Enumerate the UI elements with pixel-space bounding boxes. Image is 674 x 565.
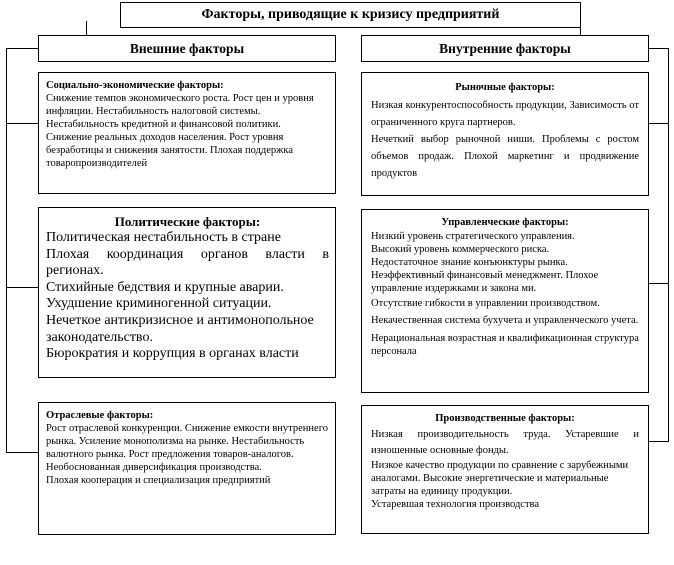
industry-factors-box <box>38 402 336 535</box>
connector-title-left <box>86 21 87 35</box>
production-factors-box <box>361 405 649 534</box>
bracket-left-top <box>6 48 38 49</box>
management-factors-text-3: Недостаточное знание конъюнктуры рынка. <box>371 257 568 268</box>
production-factors-text-1: Низкая производительность труда. Устаревшие и изношенные основные фонды. <box>371 429 639 456</box>
political-factors-text-6: Бюрократия и коррупция в органах власти <box>46 346 299 362</box>
external-factors-header: Внешние факторы <box>38 35 336 62</box>
production-factors-text-2: Низкое качество продукции по сравнение с зарубежными аналогами. Высокие энергетические и материальные затраты на единицу продукции. <box>371 460 629 497</box>
management-factors-text-4: Неэффективный финансовый менеджмент. Плохое управление издержками и закона ми. <box>371 270 599 294</box>
political-factors-text-5: Нечеткое антикризисное и антимонопольное законодательство. <box>46 312 314 345</box>
socio-economic-factors-box <box>38 72 336 194</box>
internal-factors-header: Внутренние факторы <box>361 35 649 62</box>
management-factors-text-6: Некачественная система бухучета и управленческого учета. <box>371 315 639 326</box>
socio-economic-factors-title: Социально-экономические факторы: <box>46 80 224 91</box>
bracket-left-arm-2 <box>6 287 38 288</box>
socio-economic-factors-text-1: Снижение темпов экономического роста. Рост цен и уровня инфляции. Нестабильность налоговой системы. Нестабильность кредитной и финансовой политики. <box>46 93 314 130</box>
diagram-title: Факторы, приводящие к кризису предприятий <box>120 2 581 28</box>
production-factors-text-3: Устаревшая технология производства <box>371 499 540 510</box>
bracket-left-vertical <box>6 48 7 452</box>
bracket-right-arm-1 <box>648 123 669 124</box>
industry-factors-text-2: Плохая кооперация и специализация предприятий <box>46 475 271 486</box>
management-factors-title: Управленческие факторы: <box>441 217 569 228</box>
market-factors-text-2: Нечеткий выбор рыночной ниши. Проблемы с ростом объемов продаж. Плохой маркетинг и продвижение продуктов <box>371 134 639 179</box>
bracket-right-arm-3 <box>648 441 669 442</box>
political-factors-text-2: Плохая координация органов власти в регионах. <box>46 246 329 279</box>
industry-factors-title: Отраслевые факторы: <box>46 410 154 421</box>
political-factors-box <box>38 207 336 378</box>
bracket-right-top <box>648 48 669 49</box>
management-factors-text-2: Высокий уровень коммерческого риска. <box>371 244 550 255</box>
political-factors-text-1: Политическая нестабильность в стране <box>46 230 281 245</box>
political-factors-text-3: Стихийные бедствия и крупные аварии. <box>46 279 284 295</box>
socio-economic-factors-text-2: Снижение реальных доходов населения. Рост уровня безработицы и снижения занятости. Плохая поддержка товаропроизводителей <box>46 132 294 169</box>
political-factors-title: Политические факторы: <box>114 214 261 229</box>
bracket-right-arm-2 <box>648 283 669 284</box>
market-factors-text-1: Низкая конкурентоспособность продукции, Зависимость от ограниченного круга партнеров. <box>371 100 639 128</box>
management-factors-box <box>361 209 649 393</box>
industry-factors-text-1: Рост отраслевой конкуренции. Снижение емкости внутреннего рынка. Усиление монополизма на рынке. Нестабильность валютного рынка. Рост предложения товаров-аналогов. Необоснованная диверсификация производства. <box>46 423 328 473</box>
market-factors-box <box>361 72 649 196</box>
management-factors-text-1: Низкий уровень стратегического управления. <box>371 231 575 242</box>
bracket-right-vertical <box>668 48 669 441</box>
management-factors-text-7: Нерациональная возрастная и квалификационная структура персонала <box>371 333 639 357</box>
management-factors-text-5: Отсутствие гибкости в управлении производством. <box>371 298 600 309</box>
political-factors-text-4: Ухудшение криминогенной ситуации. <box>46 296 272 312</box>
bracket-left-arm-1 <box>6 123 38 124</box>
bracket-left-arm-3 <box>6 452 38 453</box>
market-factors-title: Рыночные факторы: <box>455 82 555 93</box>
production-factors-title: Производственные факторы: <box>435 413 575 424</box>
